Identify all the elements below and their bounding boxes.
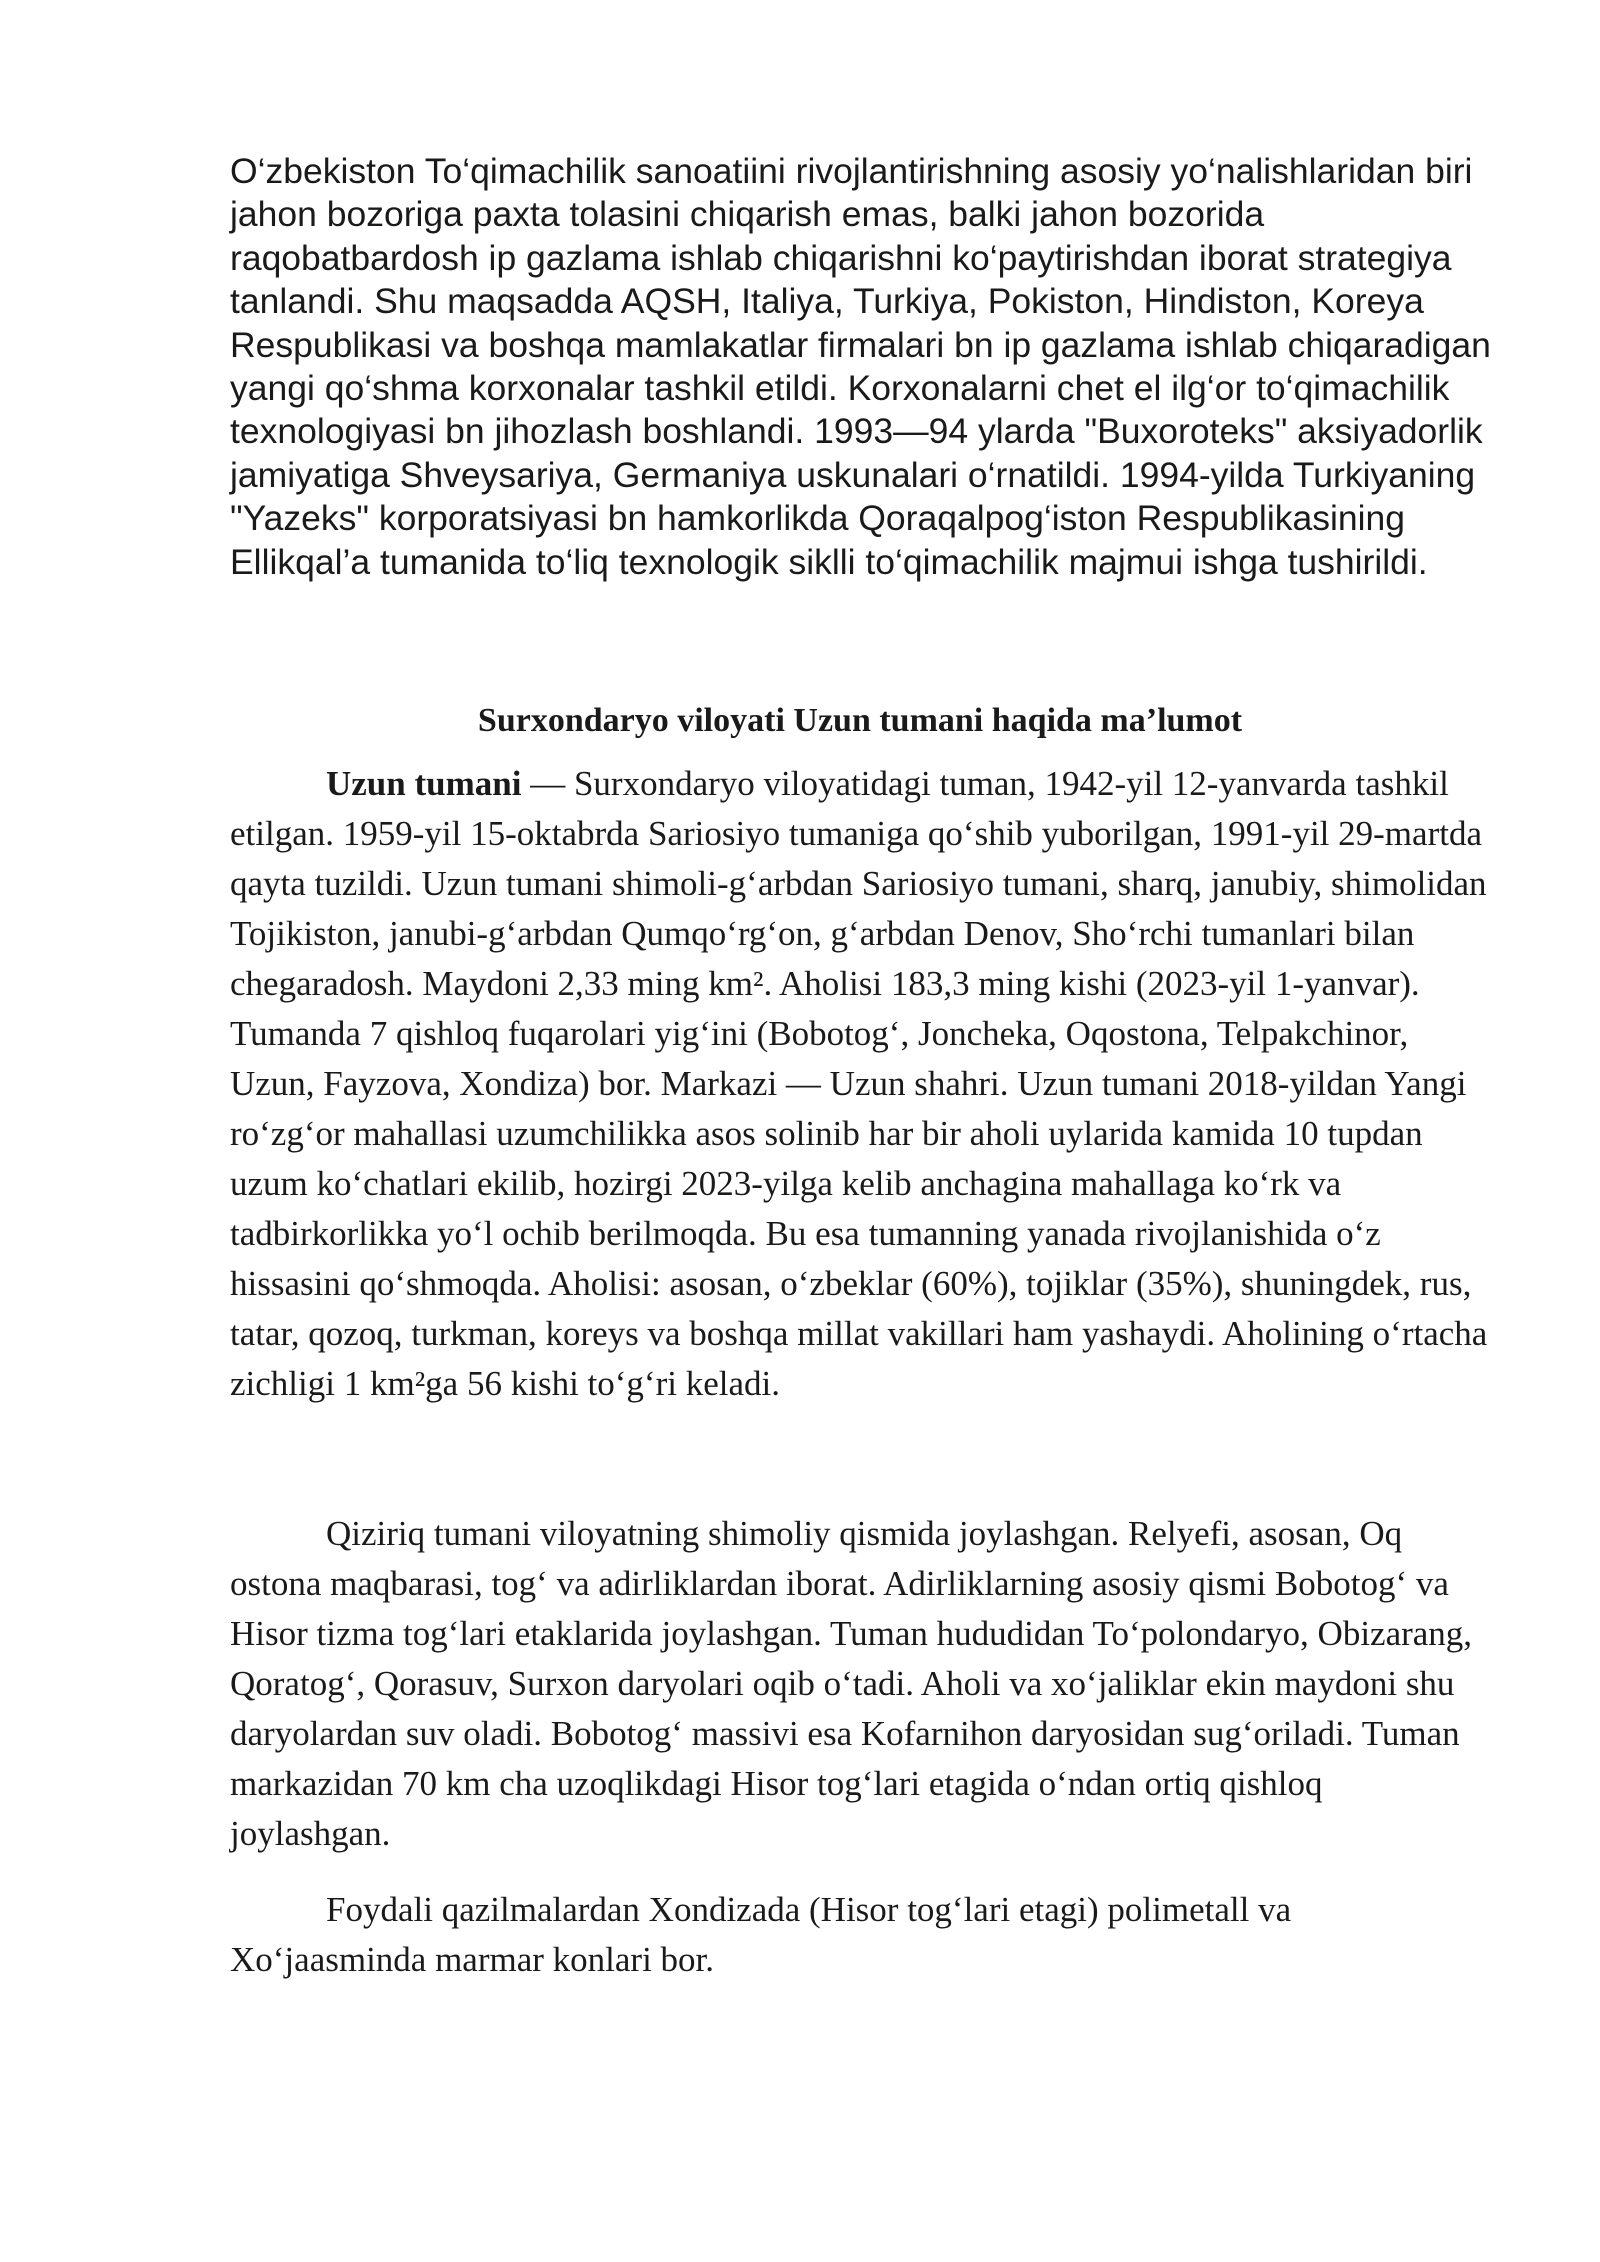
paragraph-uzun-tumani <box>230 759 1490 1409</box>
paragraph-foydali-qazilmalar: Foydali qazilmalardan Xondizada (Hisor tog‘lari etagi) polimetall va Xo‘jaasminda marmar konlari bor. <box>230 1890 1292 1980</box>
intro-paragraph: O‘zbekiston To‘qimachilik sanoatiini rivojlantirishning asosiy yo‘nalishlaridan biri jahon bozoriga paxta tolasini chiqarish emas, balki jahon bozorida raqobatbardosh ip gazlama ishlab chiqarishni ko‘paytirishdan iborat strategiya tanlandi. Shu maqsadda AQSH, Italiya, Turkiya, Pokiston, Hindiston, Koreya Respublikasi va boshqa mamlakatlar firmalari bn ip gazlama ishlab chiqaradigan yangi qo‘shma korxonalar tashkil etildi. Korxonalarni chet el ilg‘or to‘qimachilik texnologiyasi bn jihozlash boshlandi. 1993—94 ylarda "Buxoroteks" aksiyadorlik jamiyatiga Shveysariya, Germaniya uskunalari o‘rnatildi. 1994-yilda Turkiyaning "Yazeks" korporatsiyasi bn hamkorlikda Qoraqalpog‘iston Respublikasining Ellikqal’a tumanida to‘liq texnologik siklli to‘qimachilik majmui ishga tushirildi. <box>230 151 1491 582</box>
paragraph-uzun-tumani-body: — Surxondaryo viloyatidagi tuman, 1942-yil 12-yanvarda tashkil etilgan. 1959-yil 15-oktabrda Sariosiyo tumaniga qo‘shib yuborilgan, 1991-yil 29-martda qayta tuzildi. Uzun tumani shimoli-g‘arbdan Sariosiyo tumani, sharq, janubiy, shimolidan Tojikiston, janubi-g‘arbdan Qumqo‘rg‘on, g‘arbdan Denov, Sho‘rchi tumanlari bilan chegaradosh. Maydoni 2,33 ming km². Aholisi 183,3 ming kishi (2023-yil 1-yanvar). Tumanda 7 qishloq fuqarolari yig‘ini (Bobotog‘, Joncheka, Oqostona, Telpakchinor, Uzun, Fayzova, Xondiza) bor. Markazi — Uzun shahri. Uzun tumani 2018-yildan Yangi ro‘zg‘or mahallasi uzumchilikka asos solinib har bir aholi uylarida kamida 10 tupdan uzum ko‘chatlari ekilib, hozirgi 2023-yilga kelib anchagina mahallaga ko‘rk va tadbirkorlikka yo‘l ochib berilmoqda. Bu esa tumanning yanada rivojlanishida o‘z hissasini qo‘shmoqda. Aholisi: asosan, o‘zbeklar (60%), tojiklar (35%), shuningdek, rus, tatar, qozoq, turkman, koreys va boshqa millat vakillari ham yashaydi. Aholining o‘rtacha zichligi 1 km²ga 56 kishi to‘g‘ri keladi. <box>230 764 1488 1404</box>
section-heading: Surxondaryo viloyati Uzun tumani haqida ma’lumot <box>477 702 1243 740</box>
document-page <box>230 150 1490 1985</box>
term-uzun-tumani: Uzun tumani <box>326 764 522 804</box>
paragraph-qiziriq-tumani: Qiziriq tumani viloyatning shimoliy qismida joylashgan. Relyefi, asosan, Oq ostona maqbarasi, tog‘ va adirliklardan iborat. Adirliklarning asosiy qismi Bobotog‘ va Hisor tizma tog‘lari etaklarida joylashgan. Tuman hududidan To‘polondaryo, Obizarang, Qoratog‘, Qorasuv, Surxon daryolari oqib o‘tadi. Aholi va xo‘jaliklar ekin maydoni shu daryolardan suv oladi. Bobotog‘ massivi esa Kofarnihon daryosidan sug‘oriladi. Tuman markazidan 70 km cha uzoqlikdagi Hisor tog‘lari etagida o‘ndan ortiq qishloq joylashgan. <box>230 1514 1473 1854</box>
